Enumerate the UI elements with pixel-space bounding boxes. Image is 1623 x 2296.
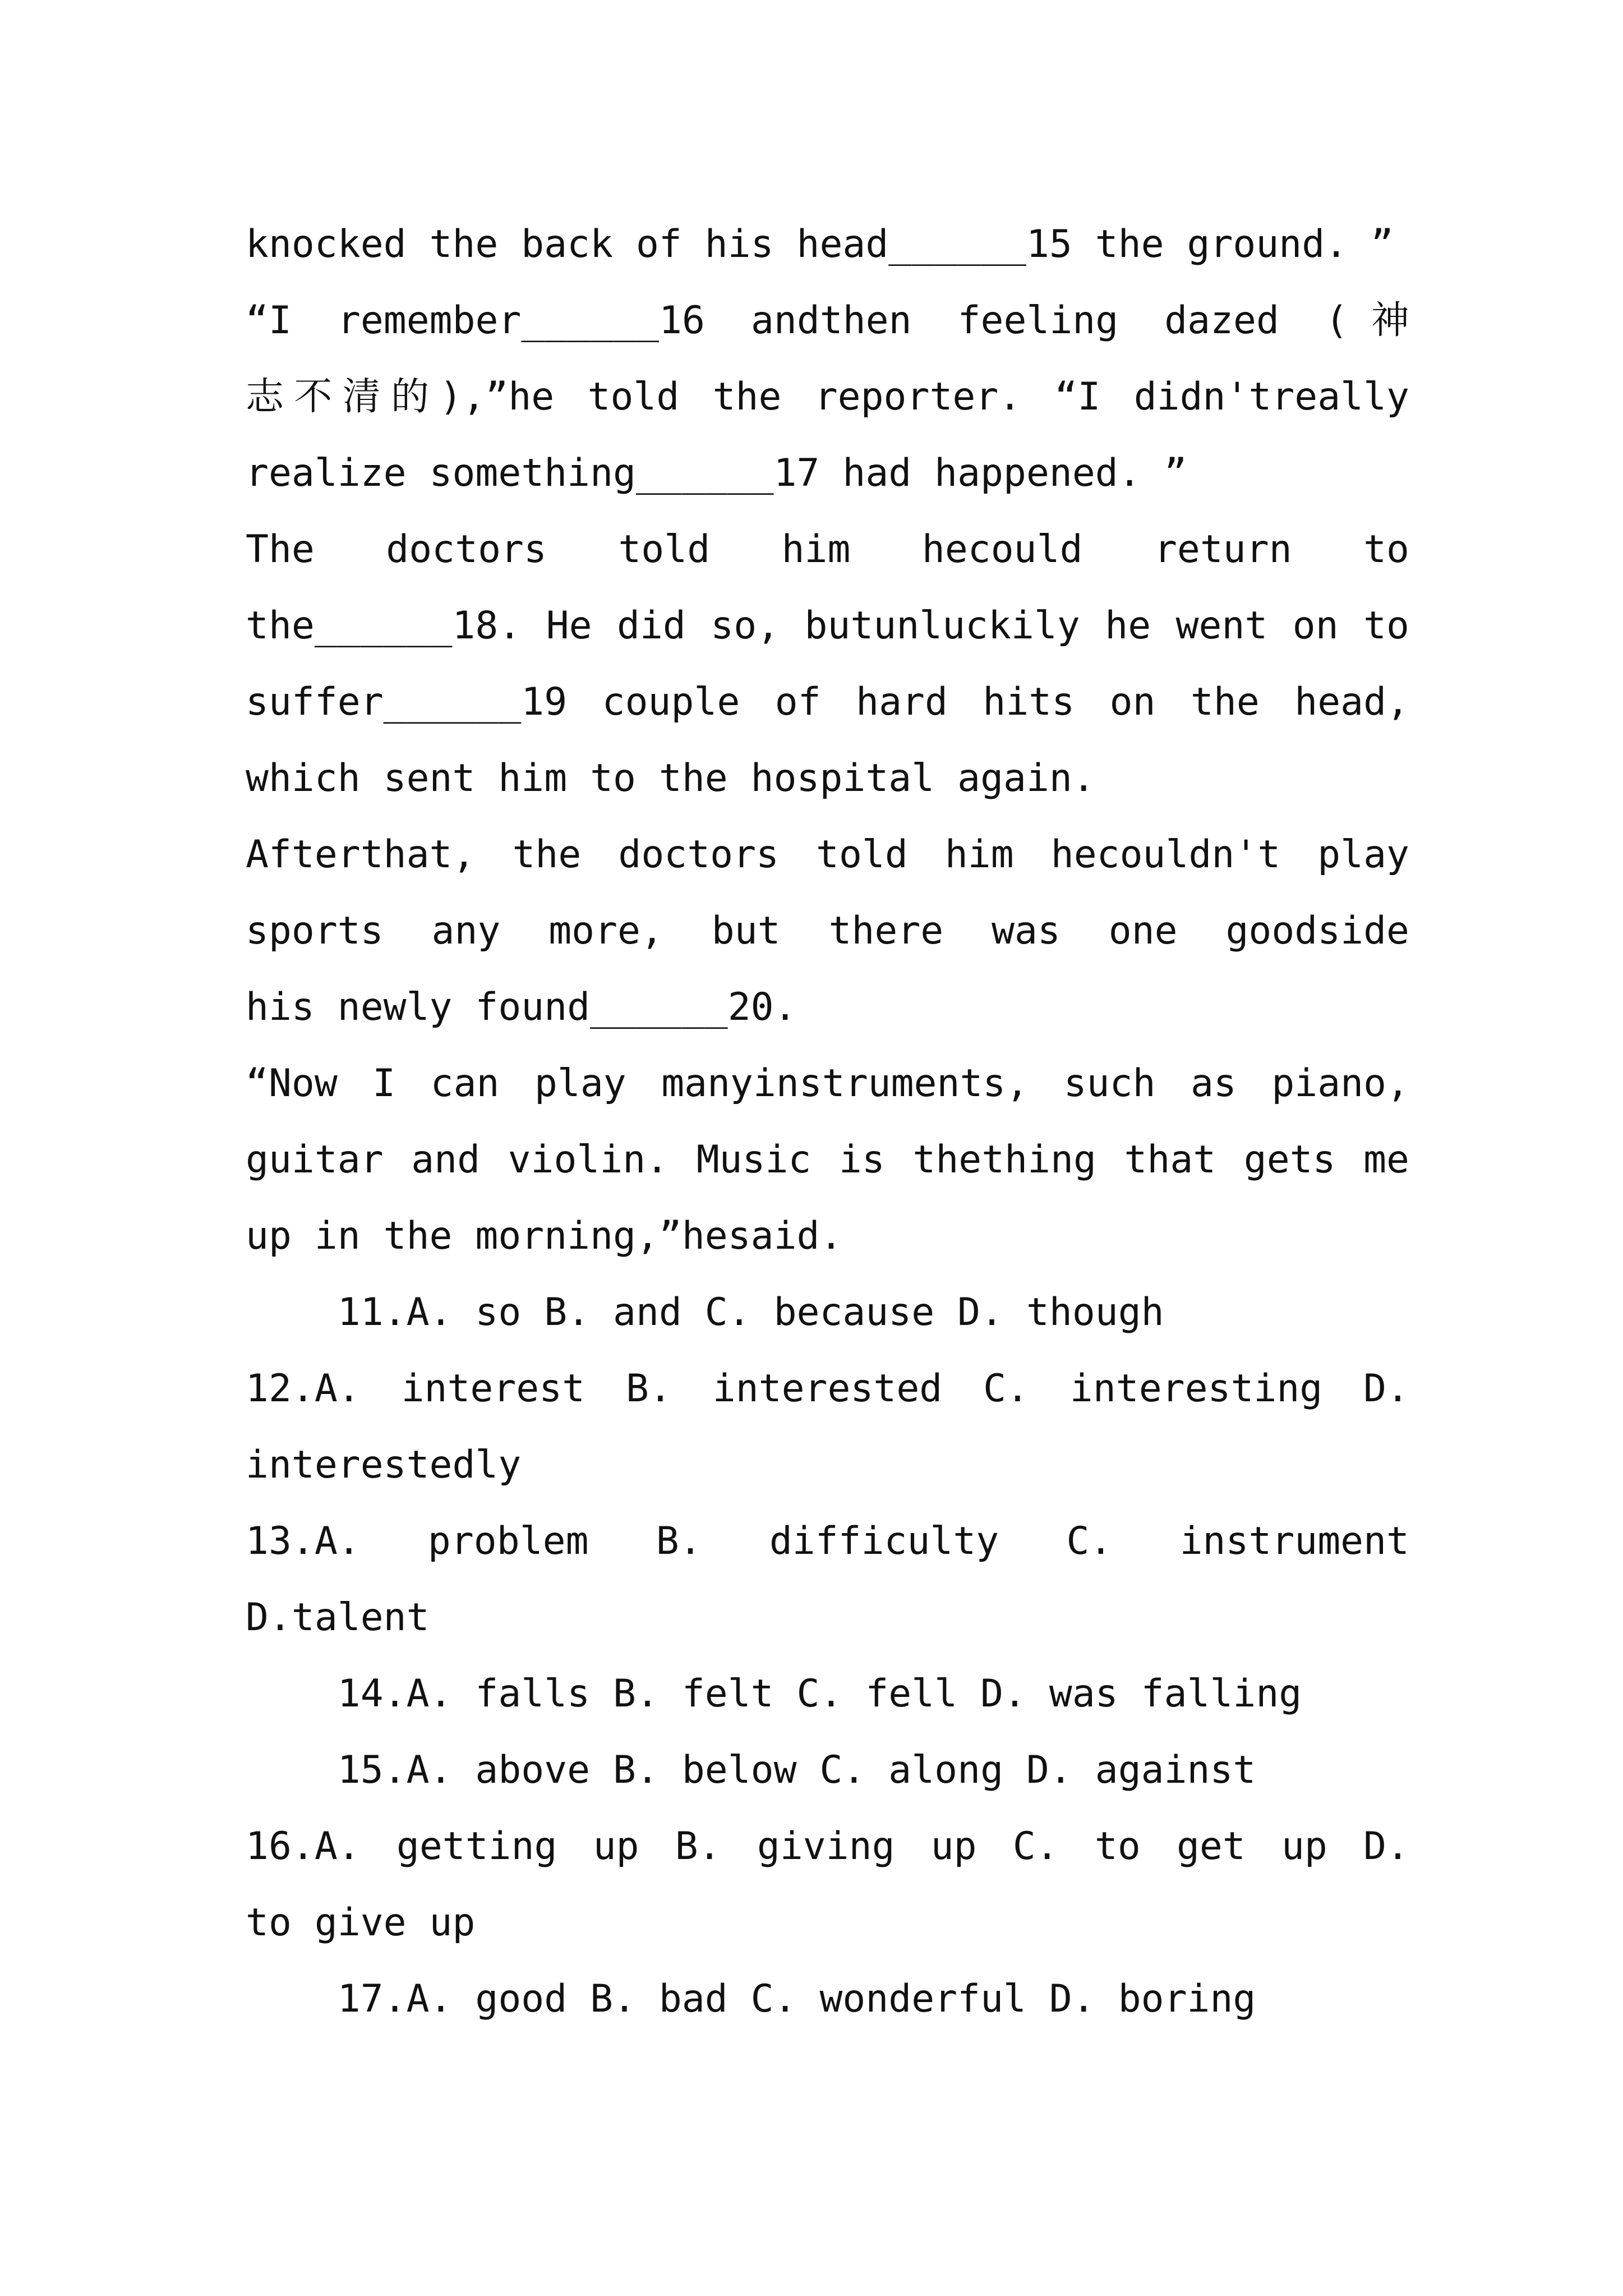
- question-line: D.talent: [246, 1595, 430, 1640]
- text-line: the______18. He did so, butunluckily he went on to: [246, 604, 1409, 648]
- question-line: 11.A. so B. and C. because D. though: [246, 1290, 1164, 1335]
- text-line: guitar and violin. Music is thething that gets me: [246, 1138, 1409, 1182]
- question-line: 15.A. above B. below C. along D. against: [246, 1748, 1256, 1792]
- question-line: 14.A. falls B. felt C. fell D. was falling: [246, 1672, 1302, 1716]
- question-line: interestedly: [246, 1443, 522, 1487]
- question-line: to give up: [246, 1901, 476, 1945]
- text-line: realize something______17 had happened. ”: [246, 451, 1187, 495]
- text-line: knocked the back of his head______15 the ground. ”: [246, 222, 1394, 266]
- question-line: 13.A. problem B. difficulty C. instrument: [246, 1519, 1409, 1563]
- text-line: “I remember______16 andthen feeling dazed (神: [246, 298, 1409, 343]
- text-line: Afterthat, the doctors told him hecouldn't play: [246, 832, 1409, 877]
- question-line: 12.A. interest B. interested C. interesting D.: [246, 1366, 1409, 1411]
- text-line: “Now I can play manyinstruments, such as piano,: [246, 1061, 1409, 1106]
- text-line: suffer______19 couple of hard hits on the head,: [246, 680, 1409, 724]
- text-line: which sent him to the hospital again.: [246, 756, 1095, 800]
- text-line: The doctors told him hecould return to: [246, 527, 1409, 572]
- text-line: 志不清的),”he told the reporter. “I didn'treally: [246, 375, 1409, 419]
- question-line: 17.A. good B. bad C. wonderful D. boring: [246, 1977, 1256, 2021]
- question-line: 16.A. getting up B. giving up C. to get up D.: [246, 1824, 1409, 1869]
- text-line: his newly found______20.: [246, 985, 797, 1029]
- text-line: sports any more, but there was one goodside: [246, 909, 1409, 953]
- text-line: up in the morning,”hesaid.: [246, 1214, 843, 1258]
